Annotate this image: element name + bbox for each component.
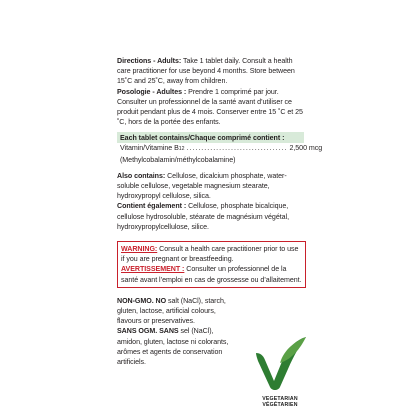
ingredient-name-wrap bbox=[120, 143, 184, 154]
ingredient-subscript: 12 bbox=[178, 146, 185, 153]
nongmo-en-label: NON-GMO. NO bbox=[117, 296, 167, 305]
also-contains-fr-label: Contient également : bbox=[117, 202, 187, 211]
also-contains-en-label: Also contains: bbox=[117, 171, 166, 180]
contains-header: Each tablet contains/Chaque comprimé contient : bbox=[117, 132, 304, 143]
also-contains-en-text: Cellulose, dicalcium phosphate, water-soluble cellulose, vegetable magnesium stearate, hydroxypropyl cellulose, silica. bbox=[117, 171, 287, 201]
vegetarian-label-fr: VÉGÉTARIEN bbox=[262, 402, 298, 408]
ingredient-form: (Methylcobalamin/méthylcobalamine) bbox=[120, 155, 236, 164]
warning-en-label: WARNING: bbox=[121, 245, 158, 254]
directions-fr-label: Posologie - Adultes : bbox=[117, 87, 187, 96]
vegetarian-leaf-shape bbox=[280, 337, 306, 363]
directions-en-label: Directions - Adults: bbox=[117, 57, 182, 65]
nongmo-section bbox=[117, 296, 237, 367]
directions-en bbox=[117, 56, 303, 87]
directions-fr bbox=[117, 87, 303, 128]
ingredient-row bbox=[117, 143, 323, 154]
warning-en bbox=[121, 244, 302, 264]
nongmo-fr-label: SANS OGM. SANS bbox=[117, 327, 179, 336]
warning-fr bbox=[121, 264, 302, 284]
contains-panel bbox=[117, 132, 323, 164]
ingredient-name: Vitamin/Vitamine B bbox=[120, 144, 179, 153]
also-contains-fr-text: Cellulose, phosphate bicalcique, cellulose hydrosoluble, stéarate de magnésium végétal, hydroxypropylcellulose, silice. bbox=[117, 202, 289, 231]
ingredient-dot-leader: .................................. bbox=[186, 144, 288, 153]
warning-fr-label: AVERTISSEMENT : bbox=[121, 265, 185, 274]
vegetarian-leaf-icon bbox=[250, 333, 310, 395]
nongmo-fr-text: sel (NaCl), amidon, gluten, lactose ni colorants, arômes et agents de conservation artificiels. bbox=[117, 327, 229, 367]
directions-fr-text: Prendre 1 comprimé par jour. Consulter un professionnel de la santé avant d’utiliser ce produit pendant plus de 4 mois. Conserver entre 15 ˚C et 25 ˚C, hors de la portée des enfants. bbox=[117, 87, 303, 127]
warning-en-text: Consult a health care practitioner prior to use if you are pregnant or breastfeeding. bbox=[121, 245, 299, 264]
label-text-column bbox=[117, 56, 323, 367]
directions-en-text: Take 1 tablet daily. Consult a health care practitioner for use beyond 4 months. Store between 15˚C and 25˚C, away from children. bbox=[117, 57, 295, 86]
also-contains-en bbox=[117, 171, 303, 202]
also-contains-fr bbox=[117, 201, 303, 232]
nongmo-en-text: salt (NaCl), starch, gluten, lactose, artificial colours, flavours or preservatives. bbox=[117, 296, 226, 326]
ingredient-amount: 2,500 mcg bbox=[289, 144, 323, 153]
nongmo-fr bbox=[117, 326, 237, 367]
warning-fr-text: Consulter un professionnel de la santé avant l’emploi en cas de grossesse ou d’allaitement. bbox=[121, 265, 302, 284]
nongmo-en bbox=[117, 296, 237, 327]
warning-box bbox=[117, 241, 306, 288]
vegetarian-label-en: VEGETARIAN bbox=[262, 396, 298, 402]
